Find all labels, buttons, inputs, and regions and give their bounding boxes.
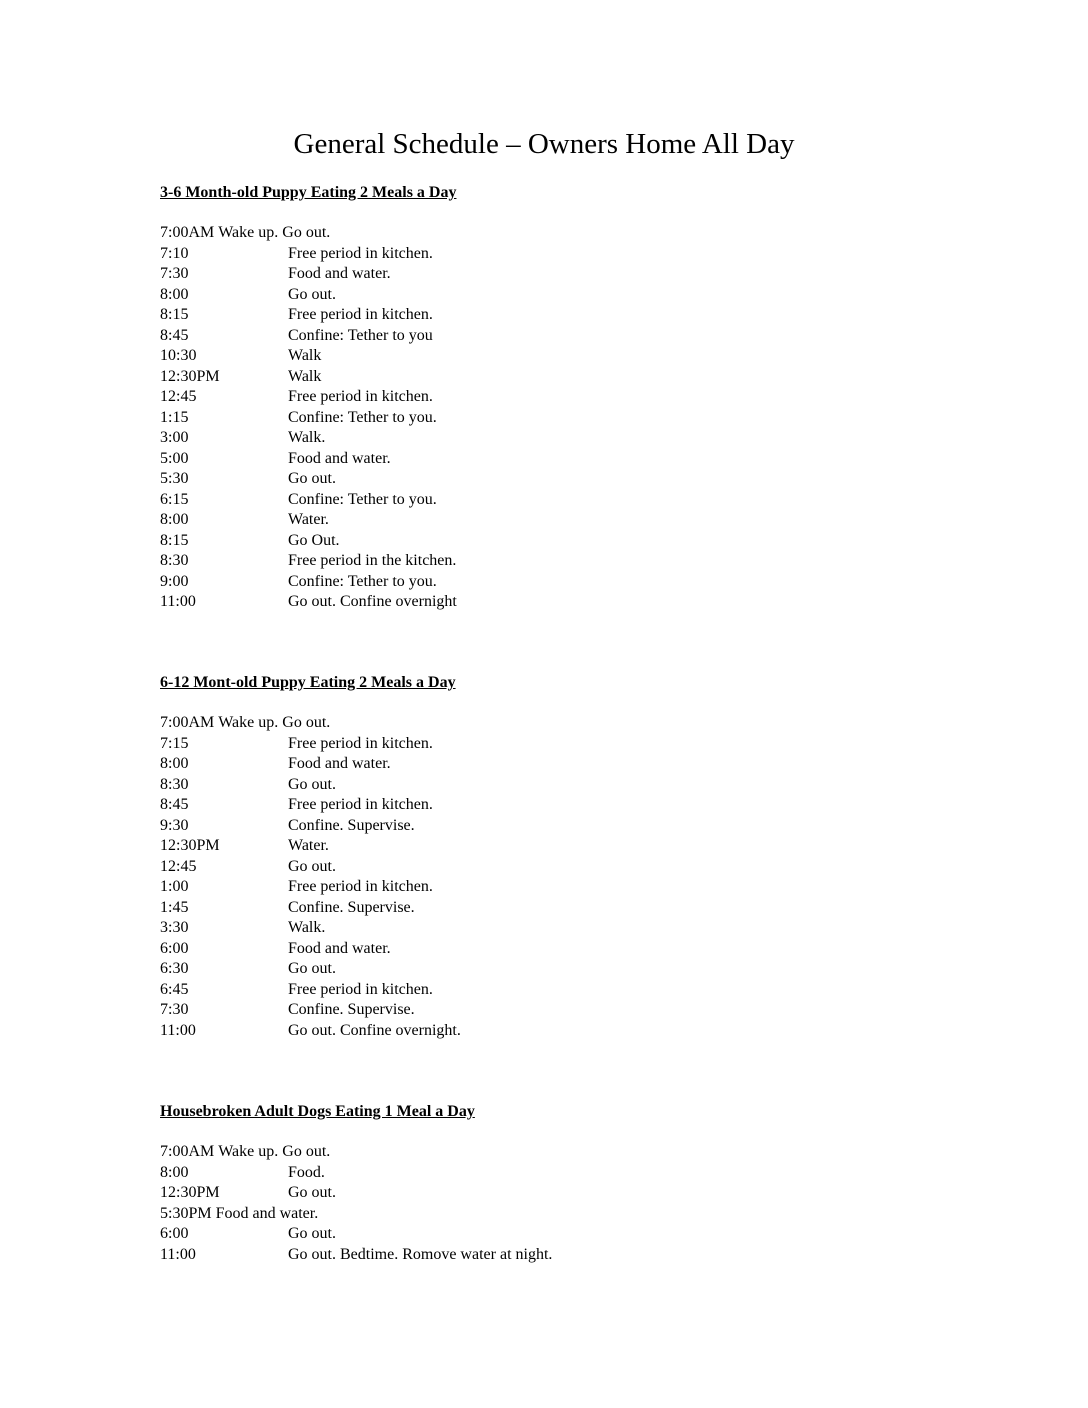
schedule-activity: Confine. Supervise.	[288, 816, 415, 834]
schedule-row	[160, 346, 456, 367]
schedule-time: 7:10	[160, 244, 189, 262]
schedule-row	[160, 877, 456, 898]
schedule-activity: Go out. Confine overnight	[288, 593, 457, 610]
schedule-time: 7:15	[160, 734, 189, 752]
schedule-time: 8:30	[160, 775, 189, 793]
schedule-list	[160, 223, 456, 613]
schedule-activity: Go out.	[288, 775, 336, 793]
schedule-activity: Go out.	[288, 470, 336, 487]
schedule-activity: Confine: Tether to you.	[288, 408, 437, 426]
schedule-activity: Walk	[288, 367, 322, 385]
schedule-row	[160, 572, 456, 593]
schedule-activity: Wake up. Go out.	[218, 224, 331, 241]
schedule-row	[160, 428, 456, 449]
schedule-row	[160, 1183, 475, 1204]
schedule-row	[160, 223, 456, 244]
schedule-row	[160, 754, 456, 775]
schedule-time: 8:45	[160, 326, 189, 344]
schedule-row	[160, 510, 456, 531]
schedule-row	[160, 1224, 475, 1245]
schedule-section-adult-dogs	[160, 1102, 553, 1265]
schedule-activity: Free period in kitchen.	[288, 878, 433, 895]
section-heading: Housebroken Adult Dogs Eating 1 Meal a Day	[160, 1103, 475, 1120]
schedule-row	[160, 305, 456, 326]
schedule-row	[160, 1245, 553, 1266]
schedule-list	[160, 713, 461, 1041]
schedule-activity: Free period in the kitchen.	[288, 552, 457, 569]
schedule-activity: Free period in kitchen.	[288, 388, 433, 405]
schedule-activity: Free period in kitchen.	[288, 244, 433, 262]
schedule-time: 1:45	[160, 898, 189, 916]
schedule-activity: Food.	[288, 1163, 325, 1181]
schedule-time: 3:30	[160, 919, 189, 936]
schedule-time: 1:15	[160, 408, 189, 426]
schedule-time: 6:30	[160, 960, 189, 977]
schedule-time: 7:00AM	[160, 224, 215, 241]
schedule-time: 8:00	[160, 1163, 189, 1181]
schedule-time: 6:45	[160, 980, 189, 998]
schedule-row	[160, 959, 456, 980]
schedule-row	[160, 1000, 456, 1021]
schedule-activity: Confine. Supervise.	[288, 898, 415, 916]
schedule-row	[160, 816, 456, 837]
schedule-row	[160, 490, 456, 511]
schedule-activity: Go Out.	[288, 531, 340, 549]
schedule-time: 8:30	[160, 552, 189, 569]
schedule-activity: Food and water.	[288, 755, 391, 772]
schedule-activity: Free period in kitchen.	[288, 734, 433, 752]
schedule-activity: Go out.	[288, 857, 336, 875]
schedule-row	[160, 1204, 475, 1225]
schedule-time: 11:00	[160, 593, 196, 610]
schedule-row	[160, 285, 456, 306]
schedule-activity: Wake up. Go out.	[218, 1143, 331, 1160]
schedule-activity: Food and water.	[288, 265, 391, 282]
schedule-row	[160, 244, 456, 265]
schedule-row	[160, 531, 456, 552]
schedule-row	[160, 449, 456, 470]
schedule-row	[160, 939, 456, 960]
schedule-activity: Go out.	[288, 285, 336, 303]
schedule-time: 8:15	[160, 531, 189, 549]
schedule-row	[160, 469, 456, 490]
schedule-activity: Go out. Bedtime. Romove water at night.	[288, 1245, 553, 1263]
schedule-activity: Go out. Confine overnight.	[288, 1021, 461, 1039]
schedule-time: 3:00	[160, 429, 189, 446]
schedule-row	[160, 1163, 475, 1184]
schedule-activity: Water.	[288, 837, 329, 854]
schedule-activity: Go out.	[288, 1225, 336, 1242]
schedule-row	[160, 857, 456, 878]
schedule-time: 7:00AM	[160, 714, 215, 731]
schedule-time: 8:45	[160, 796, 189, 813]
schedule-activity: Free period in kitchen.	[288, 306, 433, 323]
page-title: General Schedule – Owners Home All Day	[293, 128, 795, 160]
schedule-time: 11:00	[160, 1021, 196, 1039]
schedule-time: 5:30	[160, 470, 189, 487]
schedule-time: 12:30PM	[160, 837, 220, 854]
schedule-activity: Go out.	[288, 960, 336, 977]
schedule-row	[160, 795, 456, 816]
schedule-time: 5:30PM	[160, 1204, 212, 1222]
schedule-row	[160, 387, 456, 408]
schedule-activity: Free period in kitchen.	[288, 980, 433, 998]
schedule-time: 7:30	[160, 1001, 189, 1018]
schedule-activity: Walk.	[288, 919, 326, 936]
schedule-time: 6:15	[160, 490, 189, 508]
schedule-row	[160, 264, 456, 285]
schedule-row	[160, 775, 456, 796]
schedule-time: 12:30PM	[160, 367, 220, 385]
schedule-row	[160, 592, 456, 613]
schedule-time: 8:00	[160, 755, 189, 772]
schedule-time: 8:00	[160, 511, 189, 528]
schedule-row	[160, 918, 456, 939]
schedule-time: 7:30	[160, 265, 189, 282]
section-heading: 3-6 Month-old Puppy Eating 2 Meals a Day	[160, 184, 457, 201]
schedule-row	[160, 367, 456, 388]
schedule-section-6-12-month-puppy	[160, 673, 461, 1041]
schedule-activity: Free period in kitchen.	[288, 796, 433, 813]
schedule-row	[160, 713, 456, 734]
schedule-activity: Walk	[288, 347, 322, 364]
schedule-activity: Food and water.	[288, 449, 391, 467]
section-heading: 6-12 Mont-old Puppy Eating 2 Meals a Day	[160, 674, 456, 691]
schedule-time: 12:45	[160, 857, 197, 875]
schedule-activity: Food and water.	[215, 1204, 319, 1222]
schedule-row	[160, 326, 456, 347]
schedule-row	[160, 1142, 475, 1163]
schedule-row	[160, 1021, 461, 1042]
schedule-row	[160, 980, 456, 1001]
schedule-time: 1:00	[160, 878, 189, 895]
schedule-activity: Confine: Tether to you	[288, 326, 433, 344]
schedule-time: 10:30	[160, 347, 197, 364]
schedule-activity: Walk.	[288, 429, 326, 446]
schedule-time: 8:15	[160, 306, 189, 323]
schedule-row	[160, 836, 456, 857]
schedule-time: 9:30	[160, 816, 189, 834]
schedule-activity: Water.	[288, 511, 329, 528]
schedule-row	[160, 408, 456, 429]
schedule-activity: Confine: Tether to you.	[288, 572, 437, 590]
schedule-time: 12:30PM	[160, 1184, 220, 1201]
schedule-time: 11:00	[160, 1245, 196, 1263]
schedule-time: 9:00	[160, 572, 189, 590]
schedule-time: 5:00	[160, 449, 189, 467]
schedule-time: 6:00	[160, 939, 189, 957]
schedule-activity: Food and water.	[288, 939, 391, 957]
schedule-row	[160, 734, 456, 755]
schedule-time: 7:00AM	[160, 1143, 215, 1160]
schedule-row	[160, 551, 456, 572]
schedule-time: 8:00	[160, 285, 189, 303]
schedule-row	[160, 898, 456, 919]
schedule-section-3-6-month-puppy	[160, 183, 456, 613]
schedule-activity: Wake up. Go out.	[218, 714, 331, 731]
schedule-time: 6:00	[160, 1225, 189, 1242]
schedule-activity: Go out.	[288, 1184, 336, 1201]
schedule-activity: Confine: Tether to you.	[288, 490, 437, 508]
schedule-time: 12:45	[160, 388, 197, 405]
schedule-list	[160, 1142, 553, 1265]
schedule-activity: Confine. Supervise.	[288, 1001, 415, 1018]
